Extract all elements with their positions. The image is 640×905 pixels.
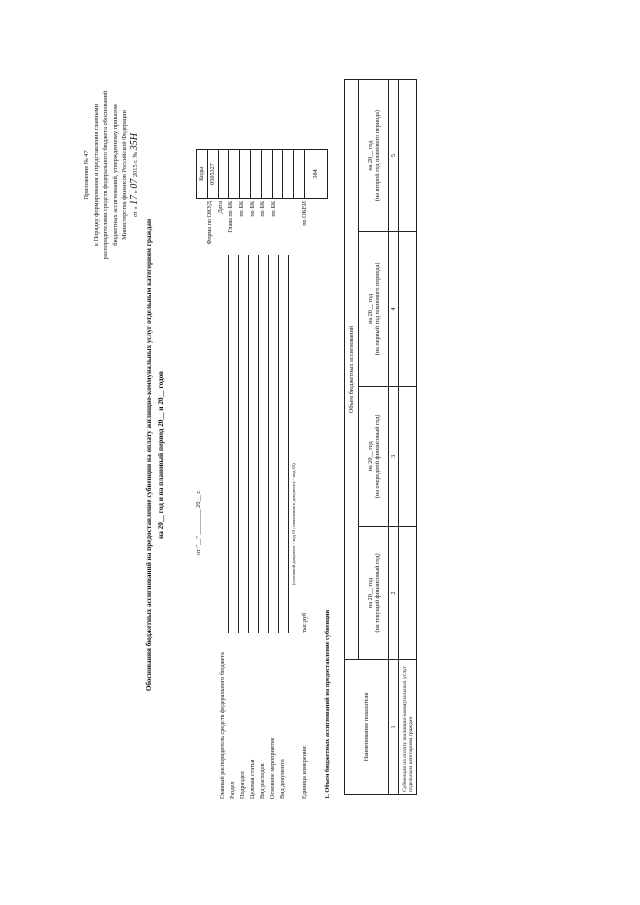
year2-label: на 20__ год: [366, 441, 374, 472]
year3-sub: (на первый год планового периода): [373, 262, 381, 356]
codes-box: [196, 149, 328, 199]
field-line: [268, 255, 269, 633]
col-number: 2: [389, 526, 399, 659]
field-line: [258, 255, 259, 633]
doc-type-hint: (основной документ - код 01; изменения к документу - код 02): [291, 463, 296, 585]
year4-sub: (на второй год планового периода): [373, 110, 381, 202]
col-number: 3: [389, 386, 399, 526]
year3-label: на 20__ год: [366, 293, 374, 324]
col-number: 5: [389, 80, 399, 232]
code-label: по БК: [270, 201, 277, 217]
group-header: Объем бюджетных ассигнований: [345, 80, 359, 660]
code-bk: [273, 150, 284, 198]
field-label-vid-raskhodov: Вид расходов: [259, 763, 266, 799]
annex-line: Приложение № 47: [83, 150, 90, 200]
field-label-vid-dokumenta: Вид документа: [279, 759, 286, 799]
table-cell: [399, 526, 417, 659]
field-label-razdel: Раздел: [229, 781, 236, 799]
annex-date-day: 17: [128, 194, 140, 205]
budget-table: [344, 79, 417, 795]
code-label: по БК: [238, 201, 245, 217]
annex-line: распорядителями средств федерального бюджета обоснований: [102, 90, 110, 260]
table-cell: [399, 80, 417, 232]
field-line: [248, 255, 249, 633]
unit-value: тыс.руб: [301, 612, 308, 633]
annex-date-prefix: от «: [131, 206, 139, 218]
annex-order-number: 35Н: [128, 132, 140, 151]
annex-block: [82, 60, 141, 290]
col-header-year4: [359, 80, 389, 232]
code-label: Глава по БК: [227, 201, 234, 233]
code-empty: [283, 150, 294, 198]
year4-label: на 20__ год: [366, 140, 374, 171]
doc-date-line: от "__" ________ 20__ г.: [195, 490, 202, 555]
code-empty: [294, 150, 305, 198]
field-line: [278, 255, 279, 633]
col-number: 4: [389, 232, 399, 387]
annex-line: бюджетных ассигнований, утвержденному приказом: [111, 104, 119, 246]
col-number: 1: [389, 660, 399, 795]
code-bk: [251, 150, 262, 198]
code-label: по ОКЕИ: [301, 201, 308, 226]
code-label: по БК: [249, 201, 256, 217]
code-okud: 0505327: [208, 150, 219, 198]
field-label-podrazdel: Подраздел: [239, 771, 246, 799]
annex-date-line: [130, 60, 141, 290]
year1-sub: (на текущий финансовый год): [373, 553, 381, 633]
col-header-year1: [359, 526, 389, 659]
code-date: [219, 150, 230, 198]
code-bk: [262, 150, 273, 198]
annex-date-mid: »: [131, 190, 139, 194]
table-cell: [399, 232, 417, 387]
codes-header: Коды: [197, 150, 208, 198]
code-label: Дата: [217, 201, 224, 214]
code-okei: 384: [311, 169, 319, 179]
annex-line: к Порядку формирования и представления главными: [92, 103, 100, 247]
code-label: по БК: [259, 201, 266, 217]
col-header-year2: [359, 386, 389, 526]
unit-label: Единица измерения:: [301, 745, 308, 799]
row-name-subvention: Субвенция на оплату жилищно-коммунальных услуг отдельным категориям граждан: [399, 660, 417, 795]
code-bk: [240, 150, 251, 198]
field-label-osnovnoe-meropriyatie: Основное мероприятие: [269, 737, 276, 799]
annex-date-year: 2015 г. №: [131, 151, 139, 177]
field-label-celevaya-statya: Целевая статья: [249, 759, 256, 799]
code-glava: [229, 150, 240, 198]
annex-line: Министерства финансов Российской Федерации: [121, 110, 129, 240]
field-line: [288, 255, 289, 633]
annex-date-month: 07: [128, 178, 140, 189]
doc-title-line1: Обоснования бюджетных ассигнований на предоставление субвенции на оплату жилищно-коммунальных услуг отдельным категориям граждан: [145, 218, 153, 692]
doc-title-line2: на 20__ год и на плановый период 20__ и 20__ годов: [157, 371, 165, 539]
year1-label: на 20__ год: [366, 577, 374, 608]
table-cell: [399, 386, 417, 526]
col-header-name: Наименование показателя: [345, 660, 389, 795]
code-label: Форма по ОКУД: [206, 201, 213, 245]
section-heading: 1. Объем бюджетных ассигнований на предоставление субвенции: [324, 609, 331, 799]
col-header-year3: [359, 232, 389, 387]
year2-sub: (на очередной финансовый год): [373, 414, 381, 499]
field-label-grbs: Главный распорядитель средств федерального бюджета: [219, 652, 226, 799]
